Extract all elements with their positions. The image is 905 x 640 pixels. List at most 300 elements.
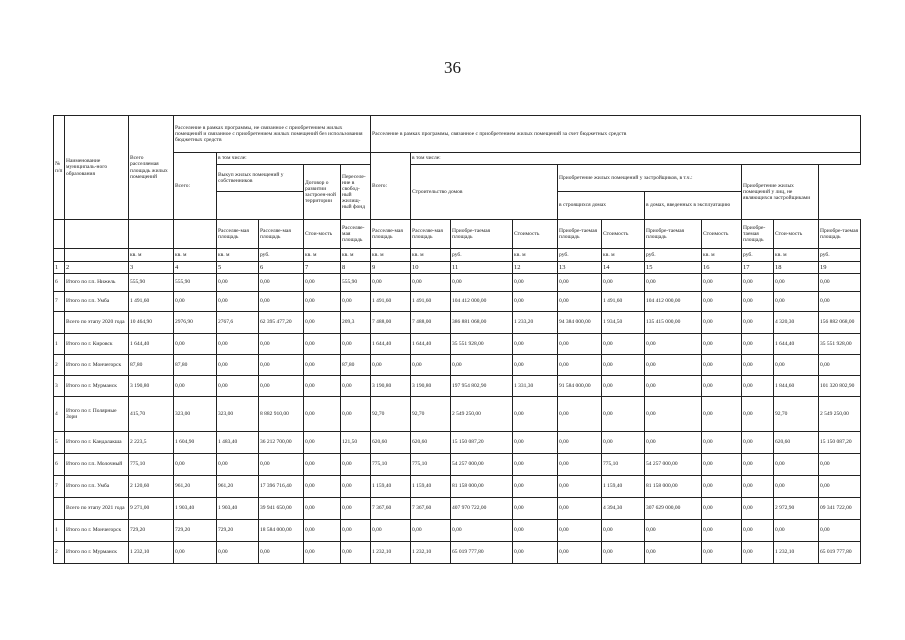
table-row (54, 292, 861, 312)
header-num: № п/п (54, 116, 65, 220)
table-cell: 0,00 (341, 397, 371, 432)
table-cell: 0,00 (174, 292, 217, 312)
sub-stoimost: Стои-мость (304, 220, 341, 249)
table-cell: 0,00 (451, 274, 513, 292)
table-cell: 91 584 000,00 (558, 376, 602, 397)
table-cell: 1 644,40 (411, 334, 451, 355)
table-cell: 197 954 802,90 (451, 376, 513, 397)
table-cell: 62 395 477,20 (259, 312, 304, 334)
header-vsego-b: Всего: (371, 153, 411, 220)
table-cell: 0,00 (217, 542, 259, 564)
table-cell: 0,00 (341, 476, 371, 498)
header-vsego: Всего: (174, 153, 217, 220)
column-number: 7 (304, 262, 341, 274)
table-cell: 0,00 (645, 432, 702, 454)
table-cell: 775,10 (602, 454, 645, 476)
table-cell: 0,00 (602, 542, 645, 564)
table-cell: 2 972,90 (774, 498, 819, 520)
table-cell: 65 019 777,80 (451, 542, 513, 564)
table-cell: 1 159,40 (411, 476, 451, 498)
sub-stoimost: Стои-мость (774, 220, 819, 249)
column-number: 5 (217, 262, 259, 274)
table-cell: 0,00 (702, 520, 742, 542)
table-row (54, 542, 861, 564)
blank (65, 249, 129, 262)
column-number: 6 (259, 262, 304, 274)
table-cell: 92,70 (774, 397, 819, 432)
table-cell: 1 483,40 (217, 432, 259, 454)
header-incl: в том числе: (217, 153, 371, 165)
table-cell: 4 320,30 (774, 312, 819, 334)
table-cell: 0,00 (774, 454, 819, 476)
table-cell: 0,00 (558, 498, 602, 520)
table-cell: 1 903,40 (217, 498, 259, 520)
unit: руб. (742, 249, 774, 262)
unit: кв. м (341, 249, 371, 262)
blank (129, 220, 174, 249)
sub-rasselyaemaya: Расселяе-мая площадь (217, 220, 259, 249)
table-cell: 2 120,60 (129, 476, 174, 498)
table-cell: 0,00 (702, 334, 742, 355)
sub-priobretaemaya: Приобре-таемая площадь (558, 220, 602, 249)
table-cell: 0,00 (341, 542, 371, 564)
table-cell: 0,00 (259, 334, 304, 355)
row-municipality: Итого по г. Мурманск (65, 376, 129, 397)
table-cell: 0,00 (742, 542, 774, 564)
table-cell: 0,00 (602, 397, 645, 432)
table-cell: 9 271,00 (129, 498, 174, 520)
table-cell: 0,00 (742, 432, 774, 454)
table-cell: 0,00 (819, 454, 861, 476)
table-cell: 65 019 777,80 (819, 542, 861, 564)
table-cell: 1 491,60 (129, 292, 174, 312)
table-cell: 0,00 (742, 454, 774, 476)
table-cell: 156 882 068,00 (819, 312, 861, 334)
table-cell: 0,00 (341, 376, 371, 397)
table-cell: 0,00 (451, 520, 513, 542)
table-cell: 0,00 (217, 292, 259, 312)
table-cell: 1 644,40 (129, 334, 174, 355)
table-cell: 0,00 (304, 498, 341, 520)
table-cell: 0,00 (451, 355, 513, 376)
table-cell: 0,00 (742, 355, 774, 376)
sub-stoimost: Стоимость (702, 220, 742, 249)
table-cell: 0,00 (341, 520, 371, 542)
row-index: 2 (54, 355, 65, 376)
column-number: 12 (513, 262, 558, 274)
unit: кв. м (602, 249, 645, 262)
table-cell: 620,60 (411, 432, 451, 454)
table-cell: 0,00 (558, 355, 602, 376)
sub-priobretaemaya: Приобре-таемая площадь (645, 220, 702, 249)
table-cell: 7 488,00 (371, 312, 411, 334)
table-cell: 0,00 (645, 274, 702, 292)
table-cell: 0,00 (259, 542, 304, 564)
table-cell: 7 488,00 (411, 312, 451, 334)
sub-priobretaemaya: Приобре-таемая площадь (819, 220, 861, 249)
row-index: 6 (54, 454, 65, 476)
sub-rasselyaemaya: Расселяе-мая площадь (371, 220, 411, 249)
table-cell: 0,00 (819, 355, 861, 376)
column-number: 2 (65, 262, 129, 274)
table-cell: 0,00 (819, 292, 861, 312)
table-cell: 961,20 (174, 476, 217, 498)
unit: руб. (645, 249, 702, 262)
row-index: 1 (54, 520, 65, 542)
table-cell: 1 491,60 (602, 292, 645, 312)
table-cell: 0,00 (174, 334, 217, 355)
table-cell: 0,00 (513, 274, 558, 292)
row-index: 3 (54, 376, 65, 397)
table-cell: 18 584 000,00 (259, 520, 304, 542)
table-cell: 54 257 000,00 (645, 454, 702, 476)
unit: руб. (451, 249, 513, 262)
page-number: 36 (444, 58, 461, 77)
table-cell: 4 394,30 (602, 498, 645, 520)
table-cell: 0,00 (645, 397, 702, 432)
table-cell: 87,80 (341, 355, 371, 376)
header-incl-b: в том числе: (411, 153, 861, 165)
sub-stoimost: Стоимость (602, 220, 645, 249)
table-cell: 0,00 (341, 454, 371, 476)
table-cell: 209,3 (341, 312, 371, 334)
sub-rasselyaemaya: Расселяе-мая площадь (341, 220, 371, 249)
row-municipality: Итого по г.п. Нижель (65, 274, 129, 292)
table-cell: 775,10 (129, 454, 174, 476)
table-cell: 81 158 000,00 (645, 476, 702, 498)
table-cell: 0,00 (774, 292, 819, 312)
table-cell: 0,00 (304, 454, 341, 476)
table-cell: 3 190,80 (411, 376, 451, 397)
table-cell: 0,00 (371, 355, 411, 376)
table-cell: 09 341 722,00 (819, 498, 861, 520)
row-index: 7 (54, 292, 65, 312)
table-cell: 0,00 (645, 520, 702, 542)
table-cell: 407 970 722,00 (451, 498, 513, 520)
table-cell: 0,00 (217, 355, 259, 376)
unit: кв. м (371, 249, 411, 262)
row-index (54, 312, 65, 334)
column-number: 17 (742, 262, 774, 274)
header-stroitelstvo: Строительство домов (411, 165, 558, 220)
table-cell: 0,00 (217, 454, 259, 476)
table-cell: 1 491,60 (411, 292, 451, 312)
table-cell: 0,00 (341, 292, 371, 312)
column-number: 10 (411, 262, 451, 274)
unit: кв. м (411, 249, 451, 262)
table-cell: 0,00 (742, 476, 774, 498)
table-cell: 1 604,90 (174, 432, 217, 454)
table-cell: 35 551 928,00 (451, 334, 513, 355)
units-row (54, 249, 861, 262)
table-cell: 0,00 (513, 476, 558, 498)
table-cell: 0,00 (217, 376, 259, 397)
table-cell: 0,00 (513, 542, 558, 564)
table-cell: 0,00 (645, 355, 702, 376)
table-cell: 0,00 (558, 520, 602, 542)
row-index: 4 (54, 397, 65, 432)
table-cell: 0,00 (371, 520, 411, 542)
blank (54, 220, 65, 249)
table-cell: 0,00 (304, 376, 341, 397)
blank (65, 220, 129, 249)
table-cell: 729,20 (217, 520, 259, 542)
table-row (54, 355, 861, 376)
table-cell: 0,00 (602, 376, 645, 397)
table-cell: 0,00 (304, 355, 341, 376)
table-cell: 104 412 000,00 (645, 292, 702, 312)
table-cell: 0,00 (602, 432, 645, 454)
table-cell: 0,00 (513, 520, 558, 542)
table-cell: 0,00 (702, 274, 742, 292)
column-number: 4 (174, 262, 217, 274)
table-cell: 0,00 (174, 542, 217, 564)
row-municipality: Итого по г. Полярные Зори (65, 397, 129, 432)
table-cell: 15 150 087,20 (451, 432, 513, 454)
table-cell: 0,00 (558, 292, 602, 312)
table-cell: 54 257 000,00 (451, 454, 513, 476)
table-cell: 0,00 (304, 334, 341, 355)
row-municipality: Итого по г. Кандалакша (65, 432, 129, 454)
table-cell: 1 232,10 (411, 542, 451, 564)
row-index: 6 (54, 274, 65, 292)
column-number: 18 (774, 262, 819, 274)
unit: руб. (819, 249, 861, 262)
table-cell: 0,00 (341, 334, 371, 355)
header-v-domah: в домах, введенных в эксплуатацию (645, 192, 742, 220)
table-cell: 0,00 (174, 454, 217, 476)
table-cell: 0,00 (742, 376, 774, 397)
table-cell: 0,00 (702, 454, 742, 476)
table-cell: 0,00 (702, 542, 742, 564)
table-cell: 0,00 (702, 397, 742, 432)
table-cell: 729,20 (174, 520, 217, 542)
row-municipality: Итого по г. Мончегорск (65, 520, 129, 542)
table-cell: 1 934,50 (602, 312, 645, 334)
sub-priobretaemaya: Приобре-таемая площадь (451, 220, 513, 249)
table-cell: 7 367,60 (411, 498, 451, 520)
table-cell: 555,90 (341, 274, 371, 292)
table-cell: 0,00 (259, 292, 304, 312)
header-name: Наименование муниципаль-ного образования (65, 116, 129, 220)
header-priobr-zastr: Приобретение жилых помещений у застройщиков, в т.ч.: (558, 165, 742, 192)
table-cell: 0,00 (742, 498, 774, 520)
table-cell: 0,00 (259, 376, 304, 397)
table-cell: 87,80 (174, 355, 217, 376)
table-cell: 0,00 (371, 274, 411, 292)
table-cell: 555,90 (174, 274, 217, 292)
table-row (54, 274, 861, 292)
column-number: 1 (54, 262, 65, 274)
table-cell: 81 158 000,00 (451, 476, 513, 498)
table-cell: 2767,6 (217, 312, 259, 334)
table-cell: 1 331,30 (513, 376, 558, 397)
table-cell: 0,00 (513, 292, 558, 312)
table-cell: 0,00 (702, 476, 742, 498)
table-cell: 0,00 (645, 334, 702, 355)
column-number: 14 (602, 262, 645, 274)
table-cell: 0,00 (558, 476, 602, 498)
row-index: 7 (54, 476, 65, 498)
blank (54, 249, 65, 262)
column-number-row (54, 262, 861, 274)
table-cell: 386 881 068,00 (451, 312, 513, 334)
table-cell: 0,00 (217, 274, 259, 292)
spacer (217, 192, 304, 220)
table-cell: 87,80 (129, 355, 174, 376)
unit: руб. (259, 249, 304, 262)
column-number: 3 (129, 262, 174, 274)
table-cell: 0,00 (742, 520, 774, 542)
table-cell: 0,00 (702, 292, 742, 312)
header-priobr-ne: Приобретение жилых помещений у лиц, не являющихся застройщиками (742, 165, 819, 220)
table-cell: 0,00 (341, 498, 371, 520)
table-cell: 0,00 (602, 274, 645, 292)
table-cell: 729,20 (129, 520, 174, 542)
table-cell: 1 232,10 (371, 542, 411, 564)
table-cell: 0,00 (602, 334, 645, 355)
table-cell: 0,00 (702, 312, 742, 334)
table-row (54, 432, 861, 454)
row-index (54, 498, 65, 520)
table-cell: 3 190,80 (371, 376, 411, 397)
table-cell: 1 233,20 (513, 312, 558, 334)
table-cell: 10 464,90 (129, 312, 174, 334)
table-cell: 0,00 (742, 334, 774, 355)
sub-stoimost: Стоимость (513, 220, 558, 249)
table-cell: 0,00 (513, 432, 558, 454)
table-cell: 0,00 (702, 355, 742, 376)
table-cell: 0,00 (602, 520, 645, 542)
table-cell: 0,00 (558, 274, 602, 292)
table-row (54, 312, 861, 334)
row-municipality: Итого по г.п. Умба (65, 292, 129, 312)
table-cell: 39 941 650,00 (259, 498, 304, 520)
header-vykup: Выкуп жилых помещений у собственников (217, 165, 304, 192)
table-cell: 1 232,10 (774, 542, 819, 564)
table-row (54, 454, 861, 476)
table-cell: 307 629 000,00 (645, 498, 702, 520)
table-cell: 0,00 (513, 454, 558, 476)
table-cell: 0,00 (304, 312, 341, 334)
table-cell: 1 644,40 (371, 334, 411, 355)
header-v-stroyash: в строящихся домах (558, 192, 645, 220)
table-cell: 92,70 (411, 397, 451, 432)
column-number: 11 (451, 262, 513, 274)
table-cell: 0,00 (742, 274, 774, 292)
table-cell: 0,00 (174, 376, 217, 397)
table-cell: 8 882 910,00 (259, 397, 304, 432)
table-cell: 0,00 (774, 355, 819, 376)
table-cell: 36 212 700,00 (259, 432, 304, 454)
column-number: 15 (645, 262, 702, 274)
table-cell: 0,00 (702, 498, 742, 520)
row-municipality: Итого по г. Мончегорск (65, 355, 129, 376)
column-number: 8 (341, 262, 371, 274)
table-cell: 0,00 (558, 397, 602, 432)
table-cell: 0,00 (259, 355, 304, 376)
table-cell: 961,20 (217, 476, 259, 498)
table-cell: 0,00 (819, 274, 861, 292)
table-cell: 94 384 000,00 (558, 312, 602, 334)
table-cell: 0,00 (558, 334, 602, 355)
table-cell: 0,00 (304, 520, 341, 542)
table-cell: 0,00 (558, 454, 602, 476)
unit: руб. (558, 249, 602, 262)
table-cell: 0,00 (217, 334, 259, 355)
unit: кв. м (174, 249, 217, 262)
table-cell: 415,70 (129, 397, 174, 432)
sub-rasselyaemaya: Расселяе-мая площадь (259, 220, 304, 249)
table-cell: 92,70 (371, 397, 411, 432)
sub-priobretaemaya: Приобре-таемая площадь (742, 220, 774, 249)
table-cell: 0,00 (602, 355, 645, 376)
table-cell: 2 549 250,00 (451, 397, 513, 432)
table-cell: 35 551 928,00 (819, 334, 861, 355)
table-cell: 0,00 (819, 520, 861, 542)
row-index: 1 (54, 334, 65, 355)
table-cell: 1 844,60 (774, 376, 819, 397)
table-cell: 7 367,60 (371, 498, 411, 520)
table-cell: 775,10 (411, 454, 451, 476)
table-cell: 620,60 (774, 432, 819, 454)
table-cell: 0,00 (558, 542, 602, 564)
table-cell: 1 644,40 (774, 334, 819, 355)
row-municipality: Всего по этапу 2021 года (65, 498, 129, 520)
table-cell: 0,00 (304, 542, 341, 564)
table-cell: 0,00 (742, 397, 774, 432)
column-number: 9 (371, 262, 411, 274)
column-number: 19 (819, 262, 861, 274)
resettlement-table (53, 115, 861, 564)
table-cell: 0,00 (774, 520, 819, 542)
column-number: 13 (558, 262, 602, 274)
row-index: 5 (54, 432, 65, 454)
table-cell: 775,10 (371, 454, 411, 476)
table-cell: 0,00 (702, 432, 742, 454)
blank (174, 220, 217, 249)
table-cell: 620,60 (371, 432, 411, 454)
table-cell: 0,00 (411, 274, 451, 292)
table-cell: 2976,90 (174, 312, 217, 334)
table-cell: 1 159,40 (371, 476, 411, 498)
row-municipality: Итого по г. Кировск (65, 334, 129, 355)
table-cell: 0,00 (819, 476, 861, 498)
table-cell: 121,50 (341, 432, 371, 454)
table-cell: 0,00 (513, 397, 558, 432)
table-cell: 1 159,40 (602, 476, 645, 498)
table-row (54, 498, 861, 520)
header-group-a: Расселение в рамках программы, не связанное с приобретением жилых помещений и связанное с приобретением жилых помещений без использования бюджетных средств (174, 116, 371, 153)
table-cell: 1 232,10 (129, 542, 174, 564)
table-row (54, 476, 861, 498)
table-cell: 0,00 (774, 274, 819, 292)
table-row (54, 376, 861, 397)
table-cell: 0,00 (742, 312, 774, 334)
row-municipality: Итого по г.п. Молочный (65, 454, 129, 476)
table-cell: 0,00 (558, 432, 602, 454)
table-cell: 0,00 (774, 476, 819, 498)
header-group-b: Расселение в рамках программы, связанное с приобретением жилых помещений за счет бюджетных средств (371, 116, 861, 153)
unit: кв. м (774, 249, 819, 262)
column-number: 16 (702, 262, 742, 274)
table-cell: 15 150 087,20 (819, 432, 861, 454)
table-cell: 0,00 (304, 397, 341, 432)
table-cell: 1 491,60 (371, 292, 411, 312)
header-dogovor: Договор о развитии застроен-ной территории (304, 165, 341, 220)
table-cell: 2 223,5 (129, 432, 174, 454)
row-municipality: Всего по этапу 2020 года (65, 312, 129, 334)
